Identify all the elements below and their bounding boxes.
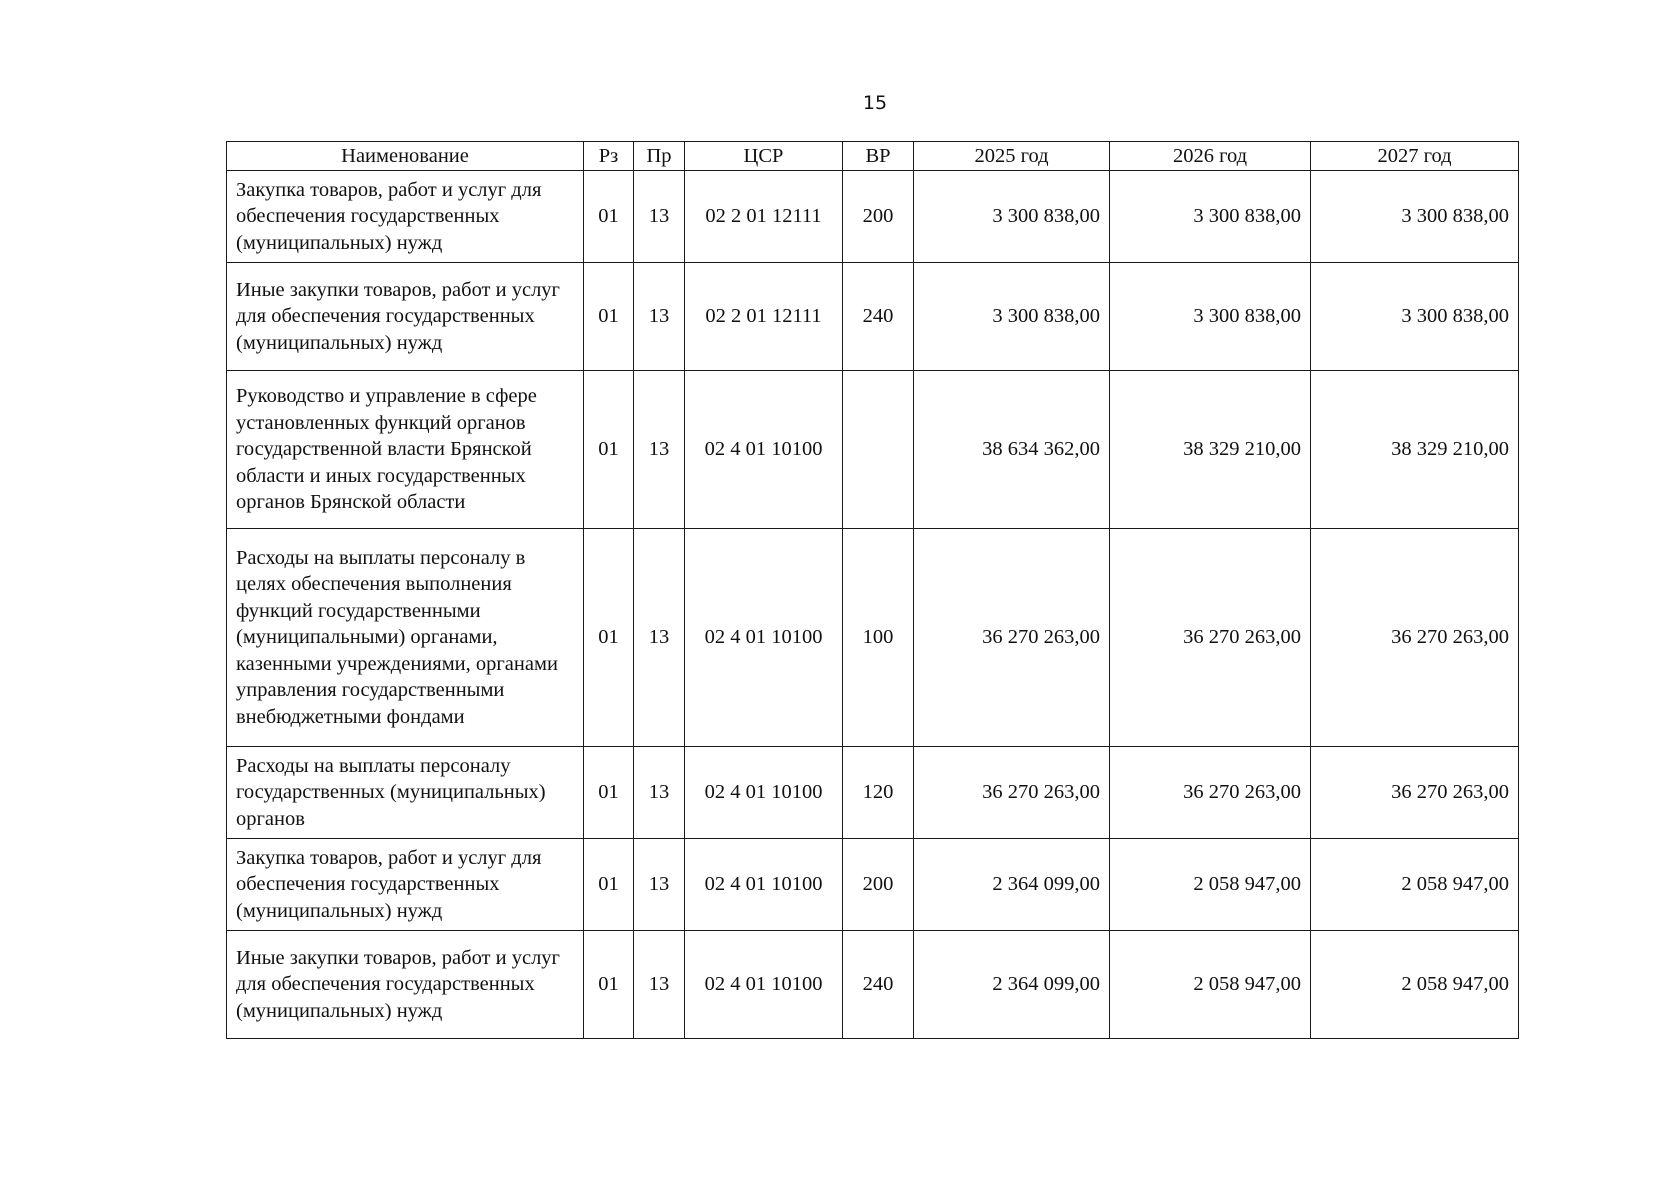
cell-pr: 13 [634,371,685,529]
table-row [227,931,1519,1039]
cell-rz: 01 [584,747,634,839]
cell-rz: 01 [584,839,634,931]
cell-pr: 13 [634,747,685,839]
cell-rz: 01 [584,529,634,747]
cell-name: Иные закупки товаров, работ и услуг для обеспечения государственных (муниципальных) нужд [227,931,584,1039]
cell-2025: 2 364 099,00 [914,931,1110,1039]
cell-2026: 36 270 263,00 [1110,747,1311,839]
table-row [227,839,1519,931]
cell-2026: 36 270 263,00 [1110,529,1311,747]
cell-csr: 02 4 01 10100 [685,371,843,529]
cell-2027: 36 270 263,00 [1311,747,1519,839]
cell-pr: 13 [634,263,685,371]
cell-2027: 3 300 838,00 [1311,171,1519,263]
header-2027: 2027 год [1311,142,1519,171]
table-row [227,371,1519,529]
cell-name: Иные закупки товаров, работ и услуг для обеспечения государственных (муниципальных) нужд [227,263,584,371]
table-row [227,171,1519,263]
cell-2025: 36 270 263,00 [914,747,1110,839]
cell-name: Расходы на выплаты персоналу государственных (муниципальных) органов [227,747,584,839]
header-name: Наименование [227,142,584,171]
cell-rz: 01 [584,263,634,371]
cell-name: Расходы на выплаты персоналу в целях обеспечения выполнения функций государственными (муниципальными) органами, казенными учреждениями, органами управления государственными внебюджетными фондами [227,529,584,747]
header-rz: Рз [584,142,634,171]
header-2026: 2026 год [1110,142,1311,171]
cell-2025: 38 634 362,00 [914,371,1110,529]
cell-vr: 100 [843,529,914,747]
header-vr: ВР [843,142,914,171]
cell-2026: 3 300 838,00 [1110,263,1311,371]
cell-csr: 02 2 01 12111 [685,263,843,371]
page-number: 15 [862,92,888,114]
budget-table [226,141,1519,1039]
cell-rz: 01 [584,371,634,529]
cell-2027: 38 329 210,00 [1311,371,1519,529]
cell-csr: 02 4 01 10100 [685,931,843,1039]
cell-vr [843,371,914,529]
cell-2025: 36 270 263,00 [914,529,1110,747]
cell-2027: 36 270 263,00 [1311,529,1519,747]
cell-csr: 02 2 01 12111 [685,171,843,263]
cell-csr: 02 4 01 10100 [685,839,843,931]
cell-name: Руководство и управление в сфере установленных функций органов государственной власти Брянской области и иных государственных органов Брянской области [227,371,584,529]
header-pr: Пр [634,142,685,171]
cell-pr: 13 [634,839,685,931]
cell-name: Закупка товаров, работ и услуг для обеспечения государственных (муниципальных) нужд [227,171,584,263]
cell-2025: 3 300 838,00 [914,171,1110,263]
header-csr: ЦСР [685,142,843,171]
cell-vr: 200 [843,171,914,263]
cell-2025: 3 300 838,00 [914,263,1110,371]
cell-2026: 2 058 947,00 [1110,839,1311,931]
cell-2025: 2 364 099,00 [914,839,1110,931]
cell-csr: 02 4 01 10100 [685,529,843,747]
cell-vr: 240 [843,263,914,371]
table-row [227,263,1519,371]
cell-2027: 2 058 947,00 [1311,839,1519,931]
cell-vr: 240 [843,931,914,1039]
cell-2027: 3 300 838,00 [1311,263,1519,371]
cell-vr: 120 [843,747,914,839]
cell-2026: 38 329 210,00 [1110,371,1311,529]
cell-pr: 13 [634,529,685,747]
cell-rz: 01 [584,171,634,263]
header-2025: 2025 год [914,142,1110,171]
cell-2027: 2 058 947,00 [1311,931,1519,1039]
cell-2026: 3 300 838,00 [1110,171,1311,263]
cell-2026: 2 058 947,00 [1110,931,1311,1039]
table-row [227,747,1519,839]
cell-name: Закупка товаров, работ и услуг для обеспечения государственных (муниципальных) нужд [227,839,584,931]
cell-csr: 02 4 01 10100 [685,747,843,839]
cell-rz: 01 [584,931,634,1039]
table-row [227,529,1519,747]
table-header-row [227,142,1519,171]
cell-pr: 13 [634,931,685,1039]
cell-pr: 13 [634,171,685,263]
cell-vr: 200 [843,839,914,931]
